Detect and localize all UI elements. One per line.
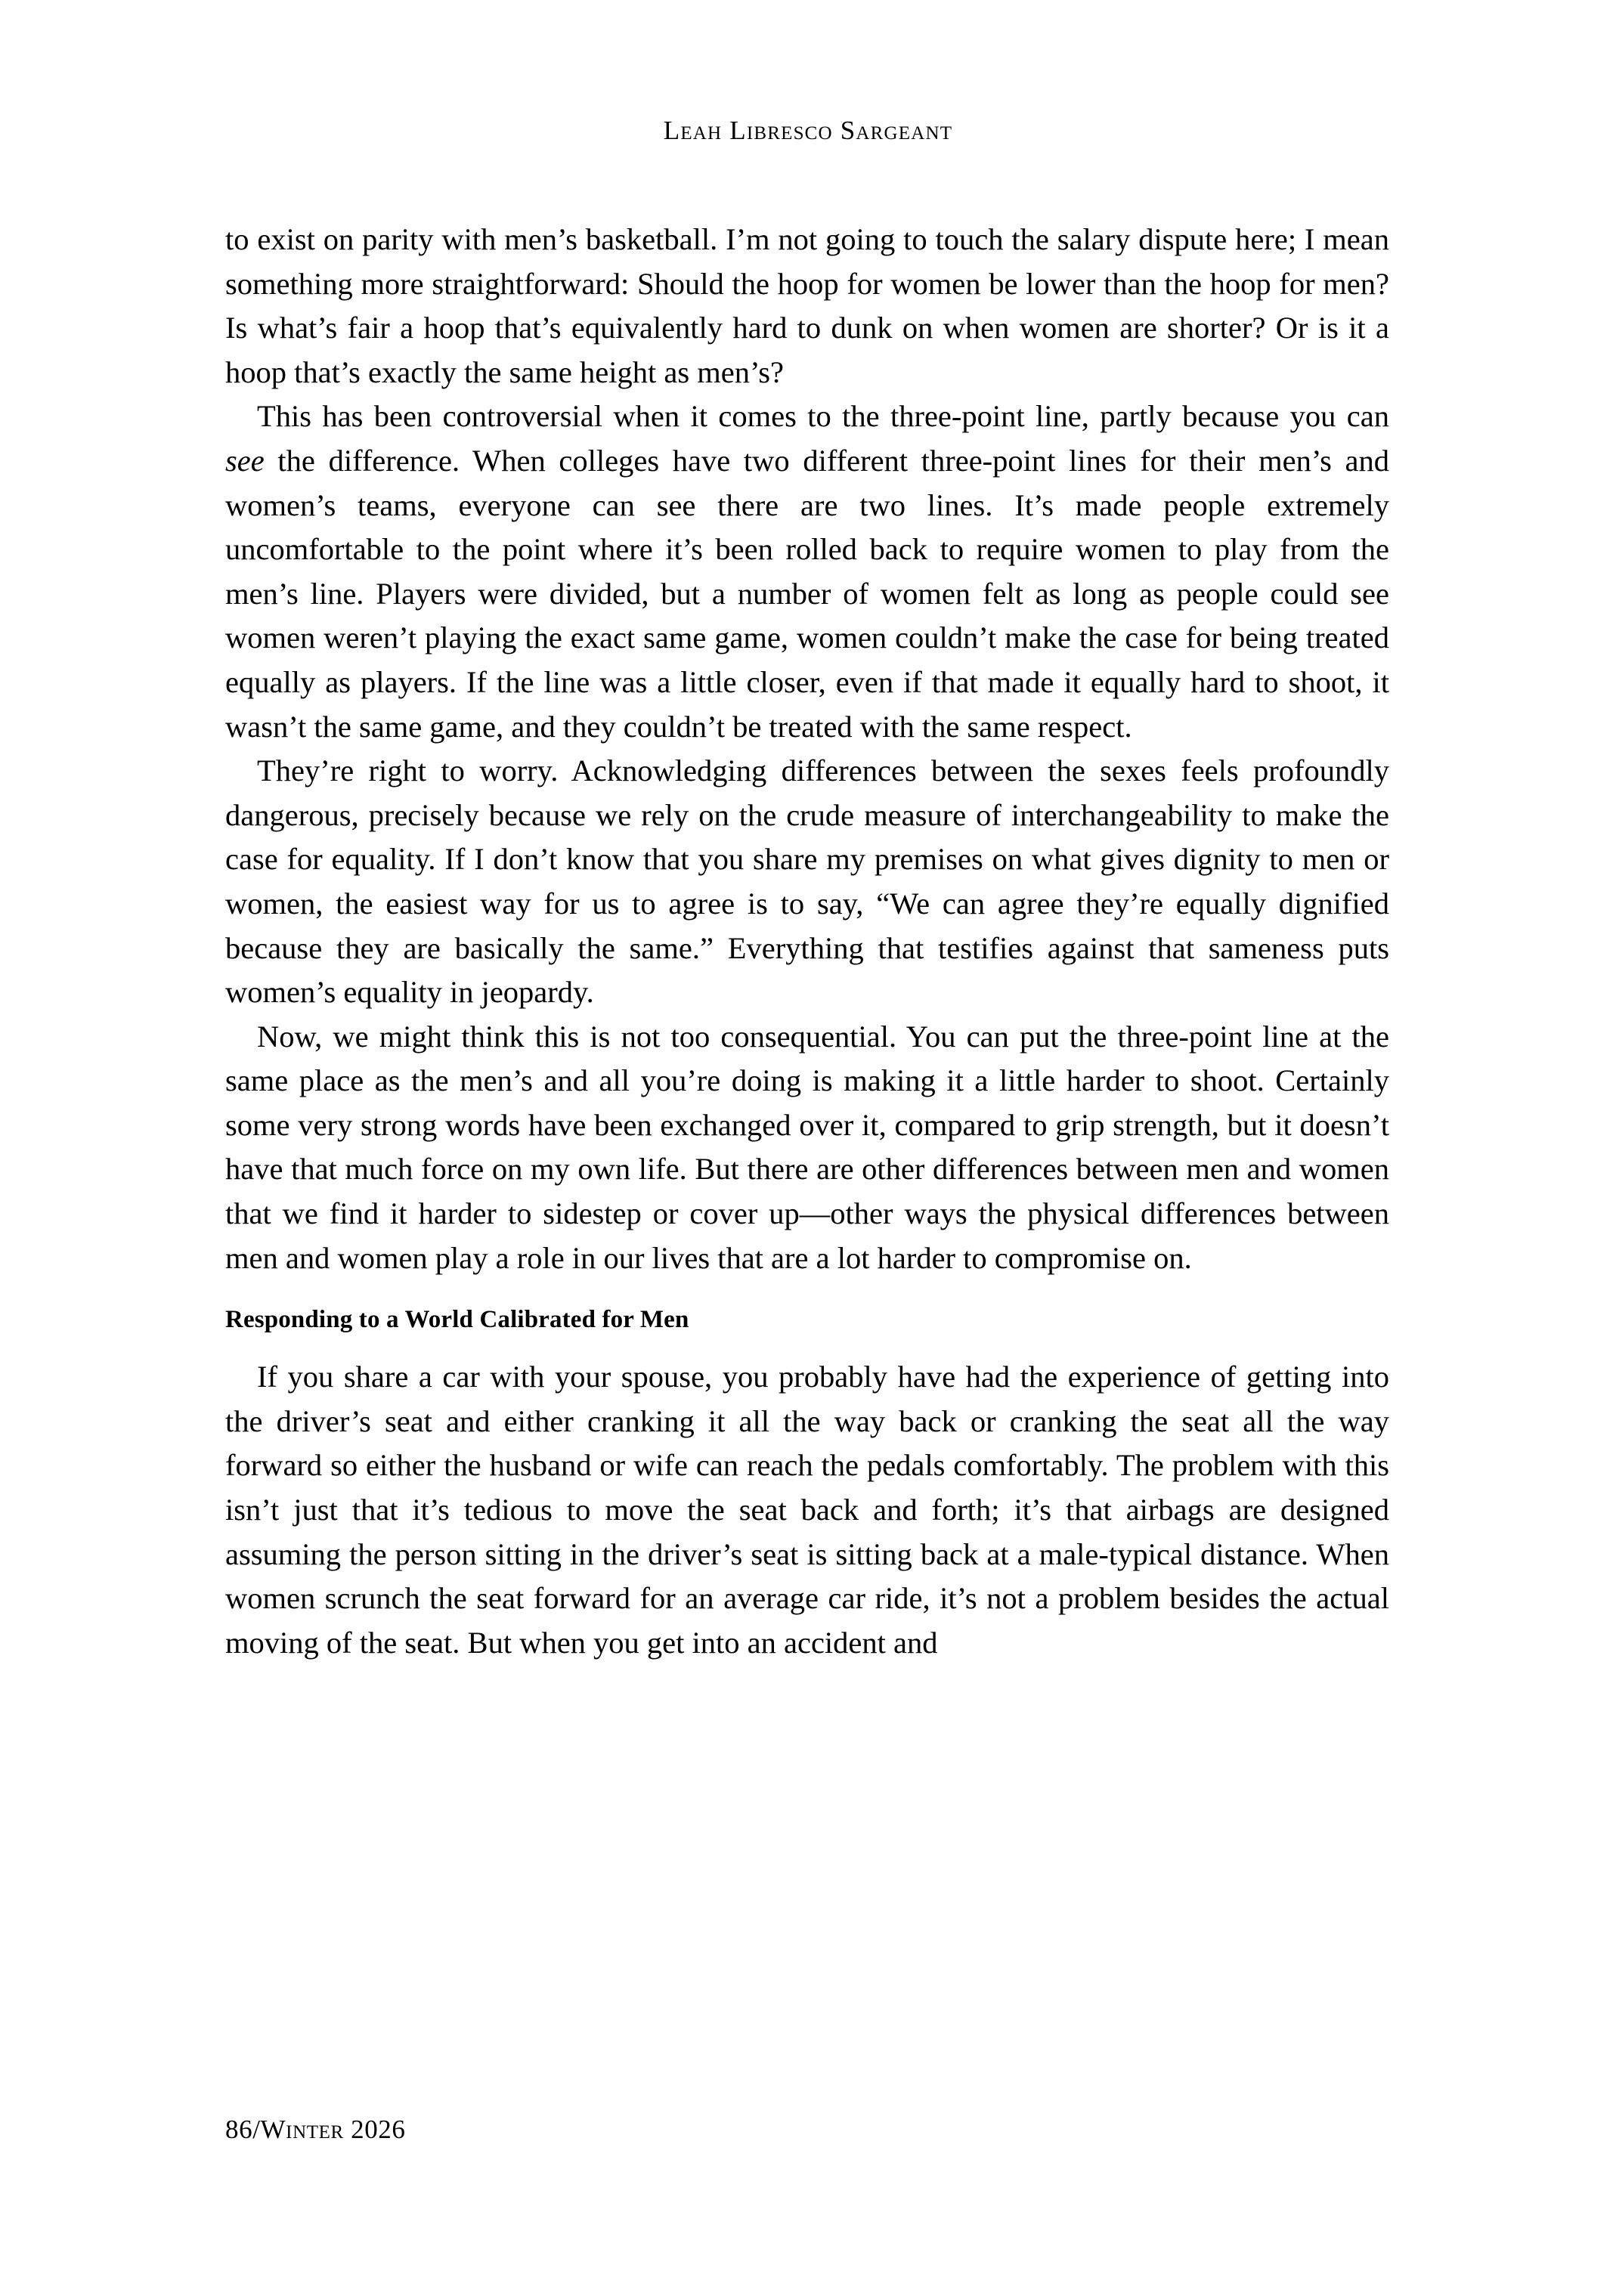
page-folio: 86/Winter 2026: [225, 2115, 406, 2144]
paragraph-4: Now, we might think this is not too consequential. You can put the three-point line at the same place as the men’s and all you’re doing is making it a little harder to shoot. Certainly some very strong words have been exchanged over it, compared to grip strength, but it doesn’t have that much force on my own life. But there are other differences between men and women that we find it harder to sidestep or cover up—other ways the physical differences between men and women play a role in our lives that are a lot harder to compromise on.: [225, 1019, 1389, 1275]
paragraph-2-text-before-italic: This has been controversial when it comes to the three-point line, partly because you can: [257, 399, 1389, 434]
paragraph-3: They’re right to worry. Acknowledging differences between the sexes feels profoundly dangerous, precisely because we rely on the crude measure of interchangeability to make the case for equality. If I don’t know that you share my premises on what gives dignity to men or women, the easiest way for us to agree is to say, “We can agree they’re equally dignified because they are basically the same.” Everything that testifies against that sameness puts women’s equality in jeopardy.: [225, 753, 1389, 1010]
paragraph-1: to exist on parity with men’s basketball. I’m not going to touch the salary dispute here; I mean something more straightforward: Should the hoop for women be lower than the hoop for men? Is what’s fair a hoop that’s equivalently hard to dunk on when women are shorter? Or is it a hoop that’s exactly the same height as men’s?: [225, 222, 1389, 389]
paragraph-5: If you share a car with your spouse, you probably have had the experience of getting into the driver’s seat and either cranking it all the way back or cranking the seat all the way forward so either the husband or wife can reach the pedals comfortably. The problem with this isn’t just that it’s tedious to move the seat back and forth; it’s that airbags are designed assuming the person sitting in the driver’s seat is sitting back at a male-typical distance. When women scrunch the seat forward for an average car ride, it’s not a problem besides the actual moving of the seat. But when you get into an accident and: [225, 1360, 1389, 1660]
paragraph-2-text-after-italic: the difference. When colleges have two different three-point lines for their men’s and women’s teams, everyone can see there are two lines. It’s made people extremely uncomfortable to the point where it’s been rolled back to require women to play from the men’s line. Players were divided, but a number of women felt as long as people could see women weren’t playing the exact same game, women couldn’t make the case for being treated equally as players. If the line was a little closer, even if that made it equally hard to shoot, it wasn’t the same game, and they couldn’t be treated with the same respect.: [225, 443, 1389, 744]
running-head: Leah Libresco Sargeant: [663, 116, 953, 145]
paragraph-2: [225, 395, 1389, 749]
text-column: [225, 218, 1389, 1665]
section-subheading: Responding to a World Calibrated for Men: [225, 1306, 689, 1334]
paragraph-2-emphasis: see: [225, 443, 265, 478]
